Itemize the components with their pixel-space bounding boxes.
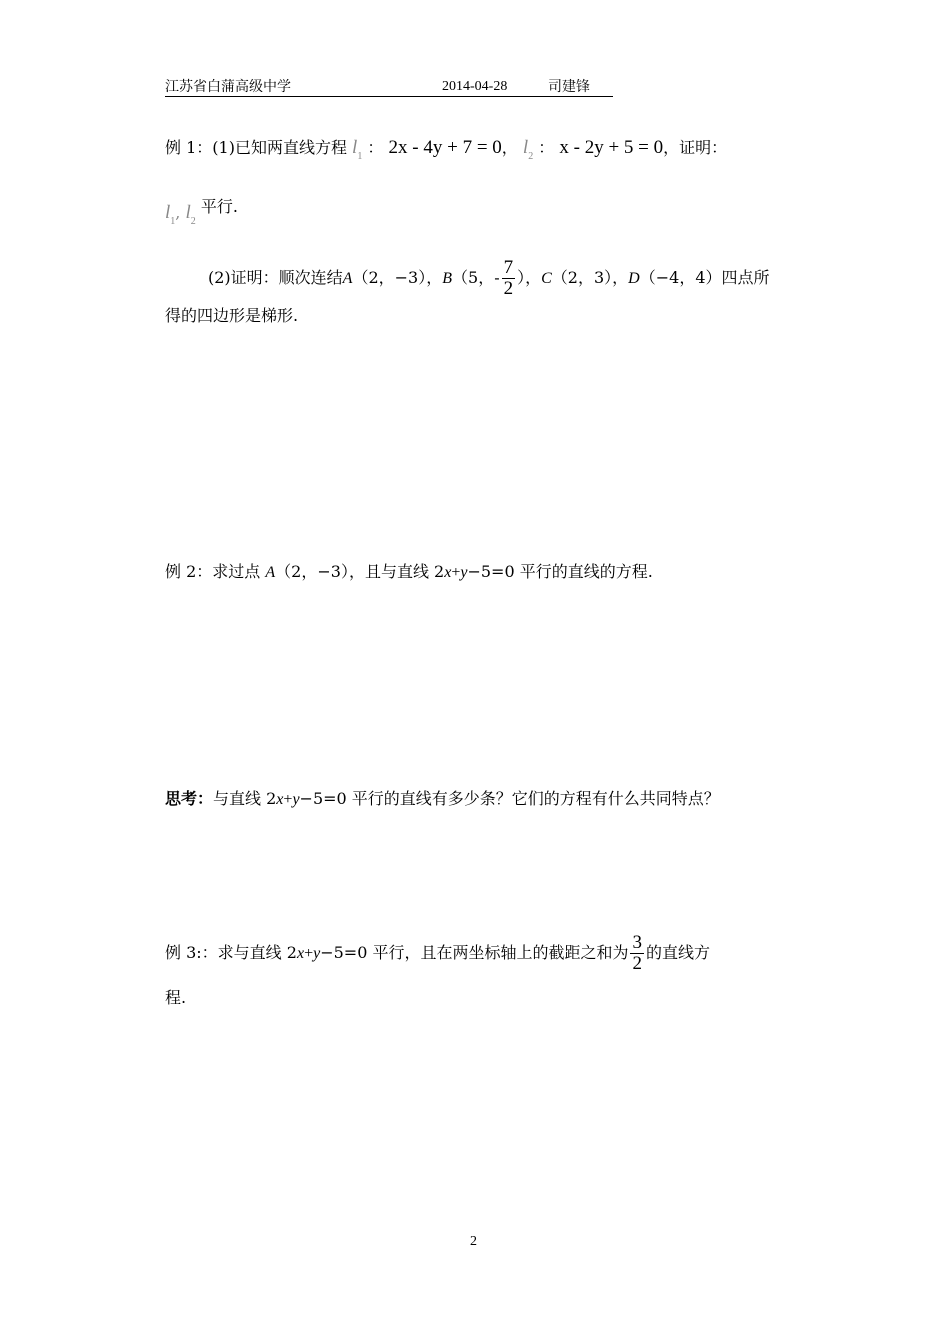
example-3-text-2: −5=0 平行，且在两坐标轴上的截距之和为 <box>320 943 629 962</box>
point-b-coords-end: ）， <box>517 268 542 287</box>
fraction-3-numerator: 3 <box>632 932 642 953</box>
header-author: 司建锋 <box>548 79 590 95</box>
example-3-line-1 <box>165 933 710 974</box>
example-1-line-2 <box>165 196 238 233</box>
point-c-coords: （2，3）， <box>551 268 629 287</box>
think-var-y: y <box>292 791 300 808</box>
fraction-seven-halves <box>502 258 516 299</box>
example-1-tail: ，证明： <box>663 138 728 157</box>
point-a-coords: （2，−3）， <box>352 268 443 287</box>
example-2 <box>165 561 653 584</box>
example-2-text-2: （2，−3），且与直线 2 <box>275 562 445 581</box>
point-c-label: C <box>541 270 552 287</box>
example-2-plus: + <box>451 564 461 581</box>
fraction-three-halves <box>630 933 644 974</box>
part-2-line-2-text: 得的四边形是梯形. <box>165 306 299 325</box>
example-1-label: 例 1： <box>165 138 213 157</box>
example-1-line-1 <box>165 137 727 168</box>
example-2-var-x: x <box>444 564 452 581</box>
example-3-text-1: 求与直线 2 <box>217 943 297 962</box>
fraction-3-denominator: 2 <box>632 953 642 974</box>
line-l2-name: l <box>522 137 529 158</box>
header-school: 江苏省白蒲高级中学 <box>165 79 291 95</box>
point-d-coords: （−4，4）四点所 <box>639 268 770 287</box>
l2-subscript: 2 <box>190 216 196 227</box>
point-b-label: B <box>442 270 453 287</box>
comma-1: ， <box>501 138 518 157</box>
example-3-line-2-text: 程. <box>165 988 187 1007</box>
example-2-text-3: −5=0 平行的直线的方程. <box>467 562 653 581</box>
page-header <box>165 78 613 97</box>
think-text-1: 与直线 2 <box>213 789 277 808</box>
line-l1-name: l <box>352 137 358 158</box>
l1-subscript: 1 <box>170 216 176 227</box>
page-number: 2 <box>470 1234 477 1249</box>
example-3-var-x: x <box>296 945 305 962</box>
l2-name: l <box>185 202 191 223</box>
think-question <box>165 788 720 811</box>
colon-1: ： <box>367 138 384 157</box>
think-text-2: −5=0 平行的直线有多少条？它们的方程有什么共同特点？ <box>299 789 720 808</box>
example-1-part-2-line-1 <box>208 258 770 299</box>
part-2-prefix: (2)证明：顺次连结 <box>208 268 343 287</box>
point-b-coords-start: （5，- <box>452 268 500 287</box>
line-l1-subscript: 1 <box>357 151 363 162</box>
example-3-plus: + <box>304 945 314 962</box>
fraction-numerator: 7 <box>503 257 514 278</box>
l-separator: , <box>175 203 186 222</box>
example-2-label: 例 2： <box>165 562 213 581</box>
header-date: 2014-04-28 <box>442 79 508 94</box>
line-l2-subscript: 2 <box>528 151 534 162</box>
think-plus: + <box>283 791 293 808</box>
equation-1: 2x - 4y + 7 = 0 <box>388 137 502 158</box>
example-1-part1-prefix: (1)已知两直线方程 <box>212 138 347 157</box>
equation-2: x - 2y + 5 = 0 <box>559 137 664 158</box>
point-a-label: A <box>342 270 353 287</box>
example-2-point-a: A <box>265 564 276 581</box>
point-d-label: D <box>628 270 640 287</box>
think-label: 思考： <box>165 789 214 808</box>
example-3-label: 例 3:： <box>165 943 218 962</box>
example-1-part-2-line-2 <box>165 305 298 327</box>
l1-name: l <box>165 202 171 223</box>
think-var-x: x <box>276 791 284 808</box>
example-2-var-y: y <box>460 564 468 581</box>
example-2-text-1: 求过点 <box>212 562 261 581</box>
colon-2: ： <box>538 138 555 157</box>
example-3-line-2 <box>165 987 186 1009</box>
fraction-denominator: 2 <box>503 278 514 299</box>
example-1-line-2-text: 平行. <box>200 197 238 216</box>
example-3-var-y: y <box>313 945 321 962</box>
example-3-text-3: 的直线方 <box>645 943 710 962</box>
